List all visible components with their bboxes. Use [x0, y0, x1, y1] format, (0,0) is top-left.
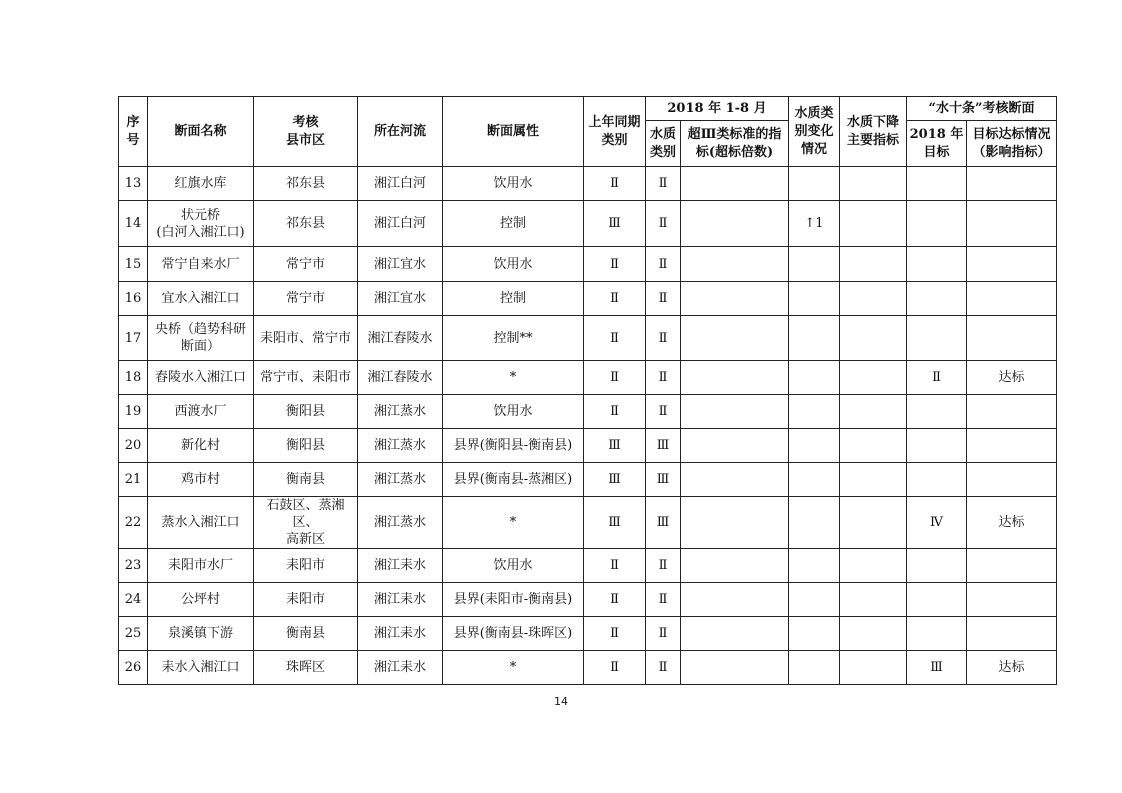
cell-status: [967, 549, 1057, 583]
cell-river: 湘江宜水: [358, 247, 443, 282]
header-county: 考核 县市区: [254, 97, 358, 167]
cell-county: 珠晖区: [254, 651, 358, 685]
cell-change: [789, 361, 840, 395]
cell-attribute: 饮用水: [443, 167, 584, 201]
table-row: [119, 395, 1057, 429]
cell-target: Ⅳ: [907, 497, 967, 549]
cell-last-year-class: Ⅱ: [584, 247, 646, 282]
cell-class: Ⅱ: [646, 549, 681, 583]
table-row: [119, 361, 1057, 395]
cell-county: 石鼓区、蒸湘区、 高新区: [254, 497, 358, 549]
table-row: [119, 583, 1057, 617]
cell-decline: [840, 463, 907, 497]
cell-exceed: [681, 583, 789, 617]
cell-attribute: 饮用水: [443, 549, 584, 583]
cell-last-year-class: Ⅱ: [584, 395, 646, 429]
cell-change: [789, 463, 840, 497]
table-body: [119, 167, 1057, 685]
cell-name: 鸡市村: [148, 463, 254, 497]
cell-status: 达标: [967, 497, 1057, 549]
cell-change: [789, 282, 840, 316]
header-ten-target: 2018 年 目标: [907, 121, 967, 167]
cell-seq: 14: [119, 201, 148, 247]
cell-class: Ⅱ: [646, 361, 681, 395]
cell-change: [789, 583, 840, 617]
cell-attribute: 县界(衡南县-珠晖区): [443, 617, 584, 651]
header-seq: 序 号: [119, 97, 148, 167]
cell-status: 达标: [967, 651, 1057, 685]
cell-name: 状元桥 (白河入湘江口): [148, 201, 254, 247]
cell-name: 常宁自来水厂: [148, 247, 254, 282]
cell-county: 衡南县: [254, 463, 358, 497]
cell-decline: [840, 583, 907, 617]
cell-last-year-class: Ⅲ: [584, 201, 646, 247]
cell-status: [967, 167, 1057, 201]
header-ten-status: 目标达标情况（影响指标）: [967, 121, 1057, 167]
cell-name: 泉溪镇下游: [148, 617, 254, 651]
cell-last-year-class: Ⅱ: [584, 617, 646, 651]
cell-name: 宜水入湘江口: [148, 282, 254, 316]
header-name: 断面名称: [148, 97, 254, 167]
header-river: 所在河流: [358, 97, 443, 167]
header-attribute: 断面属性: [443, 97, 584, 167]
cell-decline: [840, 617, 907, 651]
cell-county: 耒阳市、常宁市: [254, 316, 358, 361]
cell-attribute: 县界(衡阳县-衡南县): [443, 429, 584, 463]
cell-last-year-class: Ⅱ: [584, 316, 646, 361]
cell-river: 湘江蒸水: [358, 395, 443, 429]
cell-name: 公坪村: [148, 583, 254, 617]
cell-county: 常宁市: [254, 282, 358, 316]
cell-seq: 15: [119, 247, 148, 282]
cell-county: 祁东县: [254, 201, 358, 247]
cell-class: Ⅱ: [646, 167, 681, 201]
table-row: [119, 167, 1057, 201]
cell-status: 达标: [967, 361, 1057, 395]
cell-name: 蒸水入湘江口: [148, 497, 254, 549]
cell-exceed: [681, 395, 789, 429]
cell-exceed: [681, 282, 789, 316]
cell-target: [907, 247, 967, 282]
header-decline: 水质下降 主要指标: [840, 97, 907, 167]
cell-river: 湘江蒸水: [358, 463, 443, 497]
cell-exceed: [681, 316, 789, 361]
cell-status: [967, 463, 1057, 497]
cell-decline: [840, 429, 907, 463]
cell-county: 衡阳县: [254, 395, 358, 429]
cell-river: 湘江耒水: [358, 651, 443, 685]
cell-decline: [840, 247, 907, 282]
cell-target: Ⅲ: [907, 651, 967, 685]
cell-class: Ⅱ: [646, 316, 681, 361]
cell-attribute: 饮用水: [443, 395, 584, 429]
cell-name: 西渡水厂: [148, 395, 254, 429]
cell-target: [907, 282, 967, 316]
cell-county: 常宁市: [254, 247, 358, 282]
table-row: [119, 247, 1057, 282]
cell-last-year-class: Ⅱ: [584, 651, 646, 685]
cell-exceed: [681, 651, 789, 685]
cell-river: 湘江舂陵水: [358, 361, 443, 395]
cell-change: [789, 395, 840, 429]
cell-attribute: 饮用水: [443, 247, 584, 282]
cell-class: Ⅲ: [646, 463, 681, 497]
cell-exceed: [681, 497, 789, 549]
cell-target: [907, 316, 967, 361]
cell-decline: [840, 167, 907, 201]
cell-attribute: *: [443, 651, 584, 685]
cell-class: Ⅲ: [646, 429, 681, 463]
cell-target: [907, 395, 967, 429]
header-period-exceed: 超Ⅲ类标准的指标(超标倍数): [681, 121, 789, 167]
cell-county: 耒阳市: [254, 583, 358, 617]
cell-target: [907, 463, 967, 497]
cell-county: 衡阳县: [254, 429, 358, 463]
cell-attribute: 县界(耒阳市-衡南县): [443, 583, 584, 617]
cell-river: 湘江耒水: [358, 583, 443, 617]
cell-exceed: [681, 167, 789, 201]
cell-decline: [840, 497, 907, 549]
cell-seq: 25: [119, 617, 148, 651]
table-row: [119, 463, 1057, 497]
cell-change: [789, 617, 840, 651]
cell-last-year-class: Ⅱ: [584, 361, 646, 395]
cell-class: Ⅱ: [646, 651, 681, 685]
cell-decline: [840, 282, 907, 316]
table-row: [119, 201, 1057, 247]
cell-exceed: [681, 429, 789, 463]
cell-status: [967, 282, 1057, 316]
cell-seq: 22: [119, 497, 148, 549]
cell-attribute: 控制: [443, 201, 584, 247]
header-ten-articles: “水十条”考核断面: [907, 97, 1057, 121]
cell-decline: [840, 395, 907, 429]
cell-exceed: [681, 247, 789, 282]
cell-class: Ⅱ: [646, 201, 681, 247]
header-change: 水质类 别变化 情况: [789, 97, 840, 167]
cell-status: [967, 429, 1057, 463]
cell-decline: [840, 361, 907, 395]
cell-seq: 24: [119, 583, 148, 617]
cell-name: 红旗水库: [148, 167, 254, 201]
cell-target: [907, 617, 967, 651]
cell-attribute: *: [443, 361, 584, 395]
table-row: [119, 617, 1057, 651]
cell-target: [907, 429, 967, 463]
cell-status: [967, 316, 1057, 361]
cell-county: 常宁市、耒阳市: [254, 361, 358, 395]
cell-attribute: *: [443, 497, 584, 549]
cell-change: ↑1: [789, 201, 840, 247]
table-row: [119, 651, 1057, 685]
cell-seq: 18: [119, 361, 148, 395]
cell-name: 耒阳市水厂: [148, 549, 254, 583]
cell-attribute: 县界(衡南县-蒸湘区): [443, 463, 584, 497]
cell-decline: [840, 549, 907, 583]
cell-seq: 19: [119, 395, 148, 429]
cell-seq: 16: [119, 282, 148, 316]
header-last-year-class: 上年同期 类别: [584, 97, 646, 167]
cell-seq: 17: [119, 316, 148, 361]
cell-seq: 13: [119, 167, 148, 201]
cell-name: 新化村: [148, 429, 254, 463]
cell-decline: [840, 201, 907, 247]
cell-change: [789, 651, 840, 685]
cell-last-year-class: Ⅲ: [584, 429, 646, 463]
cell-class: Ⅱ: [646, 395, 681, 429]
cell-target: [907, 201, 967, 247]
page-number: 14: [554, 695, 568, 708]
cell-target: [907, 583, 967, 617]
cell-target: [907, 167, 967, 201]
cell-last-year-class: Ⅱ: [584, 282, 646, 316]
cell-status: [967, 201, 1057, 247]
cell-river: 湘江舂陵水: [358, 316, 443, 361]
cell-change: [789, 497, 840, 549]
cell-target: Ⅱ: [907, 361, 967, 395]
cell-river: 湘江宜水: [358, 282, 443, 316]
cell-last-year-class: Ⅱ: [584, 549, 646, 583]
cell-county: 衡南县: [254, 617, 358, 651]
table-row: [119, 282, 1057, 316]
cell-last-year-class: Ⅲ: [584, 463, 646, 497]
water-quality-table: [118, 96, 1057, 685]
cell-exceed: [681, 617, 789, 651]
cell-river: 湘江白河: [358, 167, 443, 201]
cell-status: [967, 247, 1057, 282]
header-period-class: 水质 类别: [646, 121, 681, 167]
cell-last-year-class: Ⅲ: [584, 497, 646, 549]
cell-exceed: [681, 463, 789, 497]
cell-class: Ⅱ: [646, 282, 681, 316]
cell-exceed: [681, 549, 789, 583]
cell-river: 湘江蒸水: [358, 429, 443, 463]
cell-county: 耒阳市: [254, 549, 358, 583]
cell-status: [967, 395, 1057, 429]
cell-seq: 26: [119, 651, 148, 685]
cell-last-year-class: Ⅱ: [584, 167, 646, 201]
cell-seq: 21: [119, 463, 148, 497]
cell-river: 湘江蒸水: [358, 497, 443, 549]
cell-exceed: [681, 361, 789, 395]
table-row: [119, 497, 1057, 549]
cell-class: Ⅱ: [646, 617, 681, 651]
table-row: [119, 316, 1057, 361]
cell-class: Ⅲ: [646, 497, 681, 549]
cell-change: [789, 429, 840, 463]
cell-change: [789, 247, 840, 282]
cell-exceed: [681, 201, 789, 247]
cell-attribute: 控制: [443, 282, 584, 316]
cell-status: [967, 583, 1057, 617]
cell-status: [967, 617, 1057, 651]
cell-change: [789, 167, 840, 201]
cell-river: 湘江耒水: [358, 617, 443, 651]
cell-decline: [840, 316, 907, 361]
header-period: 2018 年 1-8 月: [646, 97, 789, 121]
cell-attribute: 控制**: [443, 316, 584, 361]
cell-class: Ⅱ: [646, 247, 681, 282]
cell-name: 央桥（趋势科研 断面）: [148, 316, 254, 361]
cell-change: [789, 549, 840, 583]
cell-seq: 20: [119, 429, 148, 463]
table-row: [119, 549, 1057, 583]
cell-class: Ⅱ: [646, 583, 681, 617]
cell-river: 湘江耒水: [358, 549, 443, 583]
table-row: [119, 429, 1057, 463]
cell-name: 耒水入湘江口: [148, 651, 254, 685]
cell-last-year-class: Ⅱ: [584, 583, 646, 617]
cell-decline: [840, 651, 907, 685]
cell-county: 祁东县: [254, 167, 358, 201]
cell-target: [907, 549, 967, 583]
cell-river: 湘江白河: [358, 201, 443, 247]
cell-seq: 23: [119, 549, 148, 583]
cell-name: 舂陵水入湘江口: [148, 361, 254, 395]
cell-change: [789, 316, 840, 361]
